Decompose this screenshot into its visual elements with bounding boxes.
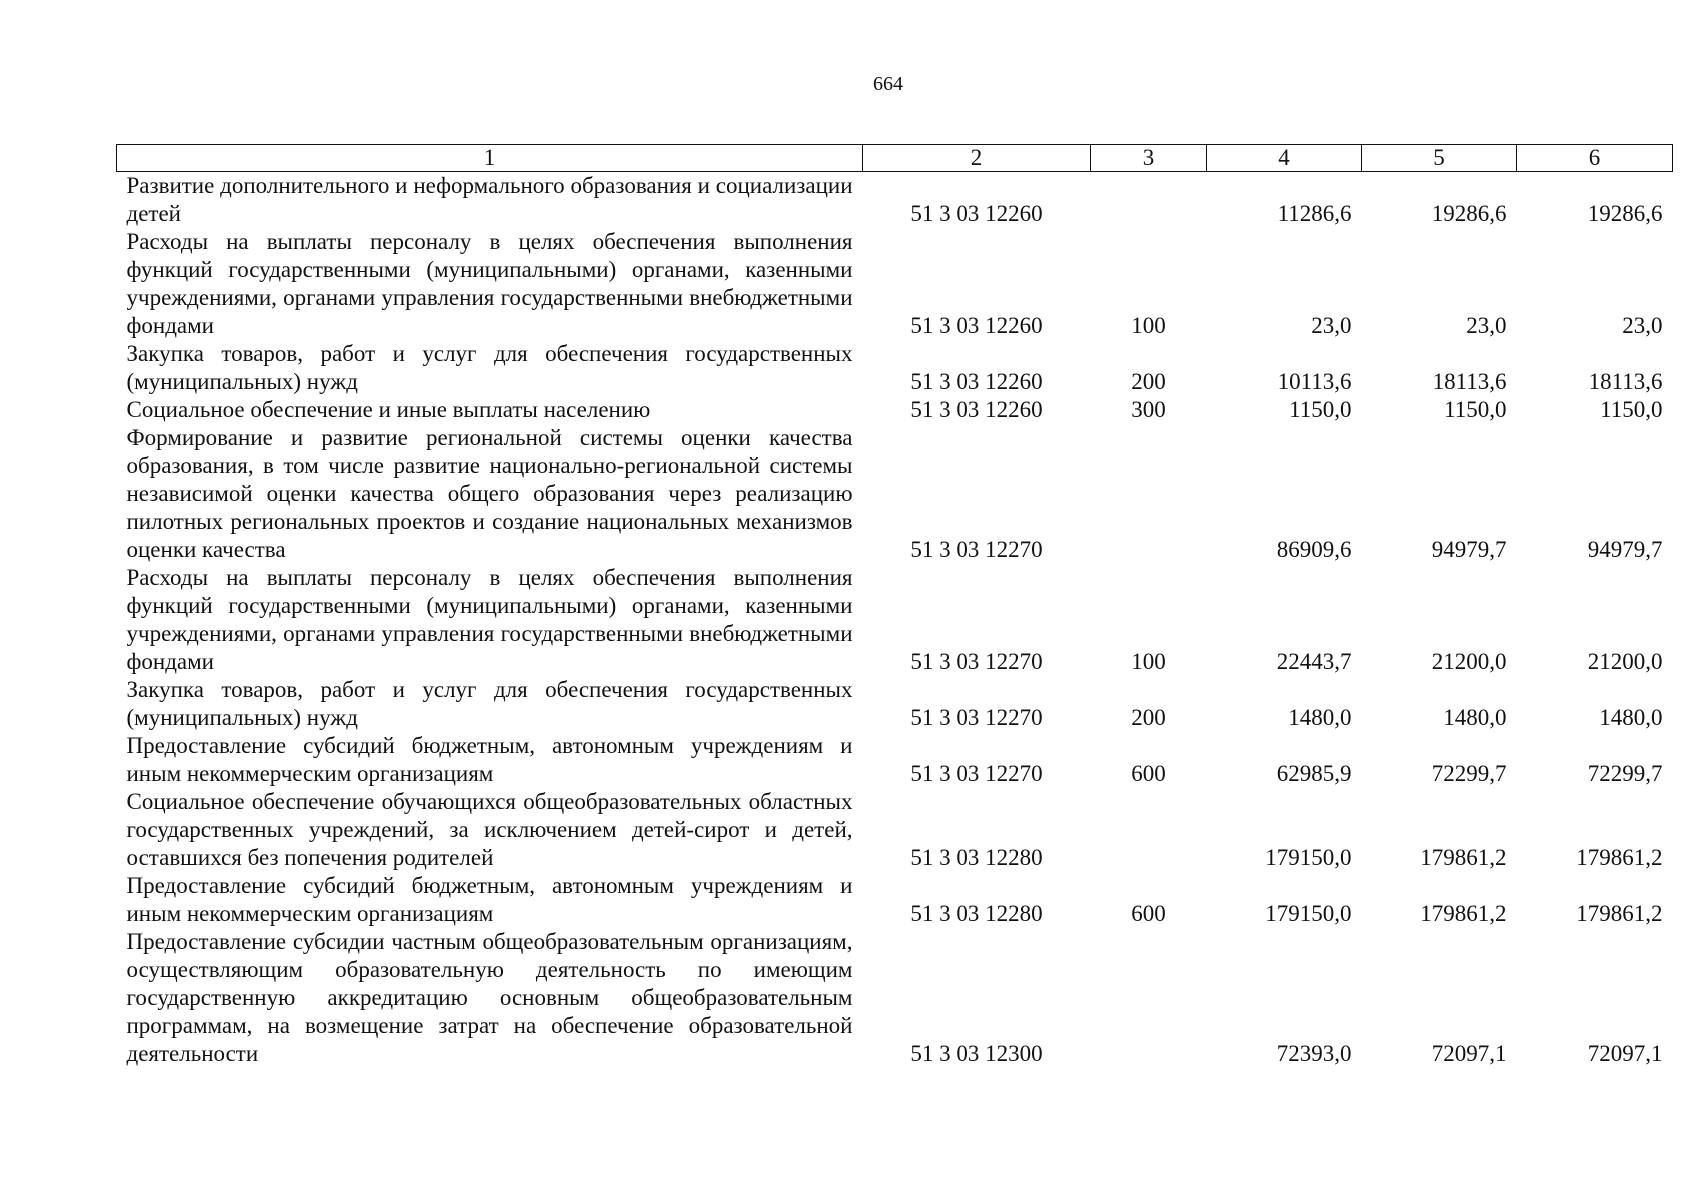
row-value-2: 19286,6 [1431,201,1507,226]
table-body [117,172,1673,1069]
header-row [117,145,1673,172]
row-value-3: 1480,0 [1599,705,1663,730]
column-header-4: 4 [1207,145,1362,172]
table-row [117,676,1673,732]
row-value-1: 1480,0 [1288,705,1352,730]
table-row [117,788,1673,872]
row-code: 51 3 03 12270 [910,705,1043,730]
table-row [117,424,1673,564]
row-name: Социальное обеспечение и иные выплаты населению [126,397,651,422]
row-name: Предоставление субсидий бюджетным, автономным учреждениям и иным некоммерческим организациям [126,873,853,926]
row-value-3: 72097,1 [1587,1041,1663,1066]
row-value-1: 179150,0 [1265,845,1352,870]
row-value-1: 10113,6 [1277,369,1352,394]
row-code: 51 3 03 12270 [910,649,1043,674]
row-code: 51 3 03 12270 [910,537,1043,562]
row-type [1091,424,1207,564]
row-type [1091,172,1207,229]
column-header-1: 1 [117,145,863,172]
row-value-3: 179861,2 [1576,901,1663,926]
row-value-2: 94979,7 [1431,537,1507,562]
row-value-2: 23,0 [1466,313,1507,338]
row-type: 300 [1131,397,1166,422]
row-value-1: 22443,7 [1276,649,1352,674]
row-type: 200 [1131,369,1166,394]
row-code: 51 3 03 12280 [910,845,1043,870]
row-value-3: 23,0 [1622,313,1663,338]
row-code: 51 3 03 12260 [910,313,1043,338]
row-value-3: 72299,7 [1587,761,1663,786]
page-number: 664 [873,73,903,95]
row-value-3: 18113,6 [1588,369,1663,394]
row-value-3: 94979,7 [1587,537,1663,562]
row-type: 200 [1131,705,1166,730]
row-value-2: 18113,6 [1432,369,1507,394]
row-value-2: 1480,0 [1443,705,1507,730]
row-name: Закупка товаров, работ и услуг для обеспечения государственных (муниципальных) нужд [126,341,853,394]
row-type: 600 [1131,901,1166,926]
row-value-1: 1150,0 [1289,397,1352,422]
row-code: 51 3 03 12260 [910,397,1043,422]
row-name: Предоставление субсидии частным общеобразовательным организациям, осуществляющим образовательную деятельность по имеющим государственную аккредитацию основным общеобразовательным программам, на возмещение затрат на обеспечение образовательной деятельности [126,929,853,1066]
row-name: Расходы на выплаты персоналу в целях обеспечения выполнения функций государственными (муниципальными) органами, казенными учреждениями, органами управления государственными внебюджетными фондами [126,229,853,338]
row-type: 100 [1131,313,1166,338]
row-name: Социальное обеспечение обучающихся общеобразовательных областных государственных учреждений, за исключением детей-сирот и детей, оставшихся без попечения родителей [126,789,853,870]
row-value-2: 72299,7 [1431,761,1507,786]
row-code: 51 3 03 12260 [910,201,1043,226]
row-code: 51 3 03 12260 [910,369,1043,394]
row-name: Формирование и развитие региональной системы оценки качества образования, в том числе развитие национально-региональной системы независимой оценки качества общего образования через реализацию пилотных региональных проектов и создание национальных механизмов оценки качества [126,425,853,562]
row-value-3: 1150,0 [1600,397,1663,422]
row-type: 100 [1131,649,1166,674]
table-row [117,732,1673,788]
row-value-3: 19286,6 [1587,201,1663,226]
table-header [117,145,1673,172]
table-row [117,340,1673,396]
row-value-2: 1150,0 [1444,397,1507,422]
budget-table [116,144,1673,1068]
row-value-1: 23,0 [1311,313,1352,338]
row-value-1: 62985,9 [1276,761,1352,786]
row-value-3: 179861,2 [1576,845,1663,870]
row-name: Расходы на выплаты персоналу в целях обеспечения выполнения функций государственными (муниципальными) органами, казенными учреждениями, органами управления государственными внебюджетными фондами [126,565,853,674]
row-type: 600 [1131,761,1166,786]
row-value-2: 179861,2 [1420,845,1507,870]
row-code: 51 3 03 12270 [910,761,1043,786]
row-type [1091,928,1207,1068]
row-code: 51 3 03 12300 [910,1041,1043,1066]
row-value-2: 21200,0 [1431,649,1507,674]
row-value-2: 72097,1 [1431,1041,1507,1066]
table-row [117,564,1673,676]
table-row [117,396,1673,424]
column-header-6: 6 [1517,145,1673,172]
row-type [1091,788,1207,872]
row-code: 51 3 03 12280 [910,901,1043,926]
column-header-2: 2 [863,145,1091,172]
row-value-1: 72393,0 [1276,1041,1352,1066]
row-value-3: 21200,0 [1587,649,1663,674]
row-name: Предоставление субсидий бюджетным, автономным учреждениям и иным некоммерческим организациям [126,733,853,786]
column-header-3: 3 [1091,145,1207,172]
row-value-1: 179150,0 [1265,901,1352,926]
column-header-5: 5 [1362,145,1517,172]
table-row [117,872,1673,928]
row-name: Закупка товаров, работ и услуг для обеспечения государственных (муниципальных) нужд [126,677,853,730]
row-value-1: 86909,6 [1276,537,1352,562]
table-row [117,228,1673,340]
row-value-1: 11286,6 [1277,201,1352,226]
table-row [117,928,1673,1068]
row-value-2: 179861,2 [1420,901,1507,926]
table-row [117,172,1673,229]
row-name: Развитие дополнительного и неформального образования и социализации детей [126,173,853,226]
